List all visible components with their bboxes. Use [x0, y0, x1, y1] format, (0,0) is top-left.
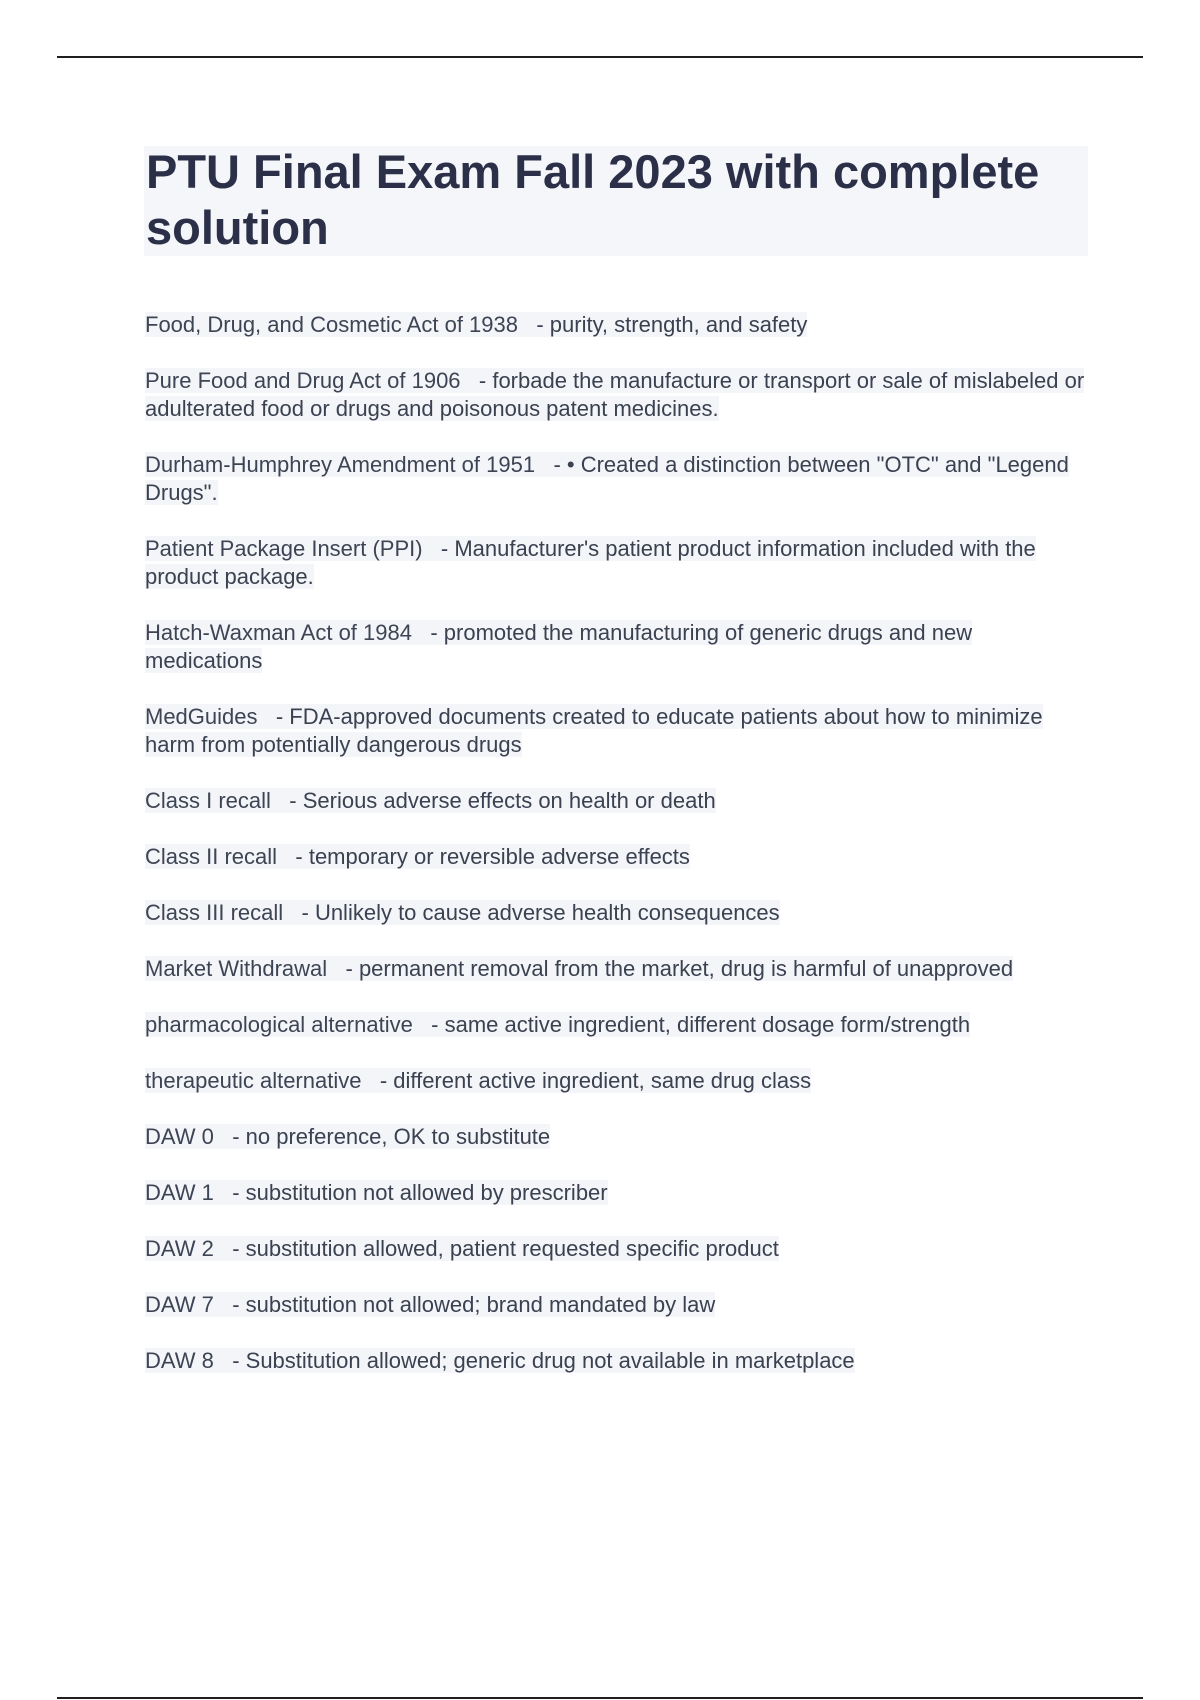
entry-term: Hatch-Waxman Act of 1984 — [145, 620, 412, 645]
bottom-rule — [57, 1697, 1143, 1699]
entry-definition: - different active ingredient, same drug class — [379, 1068, 812, 1093]
entry-term: Class II recall — [145, 844, 278, 869]
list-item — [145, 535, 1095, 591]
entry-term: Market Withdrawal — [145, 956, 328, 981]
entry-definition: - Substitution allowed; generic drug not available in marketplace — [232, 1348, 855, 1373]
entry-term: DAW 8 — [145, 1348, 214, 1373]
list-item — [145, 451, 1095, 507]
entry-term: DAW 0 — [145, 1124, 214, 1149]
entry-term: Patient Package Insert (PPI) — [145, 536, 423, 561]
list-item — [145, 703, 1095, 759]
list-item — [145, 787, 1095, 815]
list-item — [145, 1291, 1095, 1319]
list-item — [145, 367, 1095, 423]
entry-term: DAW 2 — [145, 1236, 214, 1261]
list-item — [145, 1011, 1095, 1039]
entry-term: Class III recall — [145, 900, 284, 925]
list-item — [145, 1235, 1095, 1263]
entry-definition: - FDA-approved documents created to educate patients about how to minimize harm from potentially dangerous drugs — [145, 704, 1043, 757]
list-item — [145, 843, 1095, 871]
flashcard-list — [145, 311, 1095, 1403]
entry-definition: - substitution allowed, patient requested specific product — [232, 1236, 779, 1261]
entry-definition: - Manufacturer's patient product information included with the product package. — [145, 536, 1036, 589]
entry-definition: - Unlikely to cause adverse health consequences — [301, 900, 780, 925]
entry-definition: - Serious adverse effects on health or death — [289, 788, 716, 813]
top-rule — [57, 56, 1143, 58]
entry-term: MedGuides — [145, 704, 258, 729]
entry-term: Pure Food and Drug Act of 1906 — [145, 368, 461, 393]
entry-definition: - same active ingredient, different dosage form/strength — [431, 1012, 971, 1037]
entry-term: therapeutic alternative — [145, 1068, 362, 1093]
entry-definition: - purity, strength, and safety — [536, 312, 808, 337]
title-block — [144, 146, 1088, 256]
entry-definition: - substitution not allowed; brand mandated by law — [232, 1292, 716, 1317]
list-item — [145, 1179, 1095, 1207]
list-item — [145, 1123, 1095, 1151]
list-item — [145, 955, 1095, 983]
entry-term: Class I recall — [145, 788, 271, 813]
entry-definition: - forbade the manufacture or transport or sale of mislabeled or adulterated food or drugs and poisonous patent medicines. — [145, 368, 1085, 421]
list-item — [145, 1347, 1095, 1375]
entry-term: pharmacological alternative — [145, 1012, 413, 1037]
entry-definition: - temporary or reversible adverse effects — [295, 844, 690, 869]
list-item — [145, 899, 1095, 927]
entry-definition: - • Created a distinction between "OTC" and "Legend Drugs". — [145, 452, 1069, 505]
entry-definition: - no preference, OK to substitute — [232, 1124, 551, 1149]
list-item — [145, 1067, 1095, 1095]
entry-term: DAW 7 — [145, 1292, 214, 1317]
entry-term: Food, Drug, and Cosmetic Act of 1938 — [145, 312, 518, 337]
page-title: PTU Final Exam Fall 2023 with complete solution — [146, 145, 1040, 254]
list-item — [145, 619, 1095, 675]
entry-definition: - substitution not allowed by prescriber — [232, 1180, 608, 1205]
entry-definition: - promoted the manufacturing of generic drugs and new medications — [145, 620, 973, 673]
entry-definition: - permanent removal from the market, drug is harmful of unapproved — [345, 956, 1014, 981]
entry-term: DAW 1 — [145, 1180, 214, 1205]
list-item — [145, 311, 1095, 339]
entry-term: Durham-Humphrey Amendment of 1951 — [145, 452, 536, 477]
